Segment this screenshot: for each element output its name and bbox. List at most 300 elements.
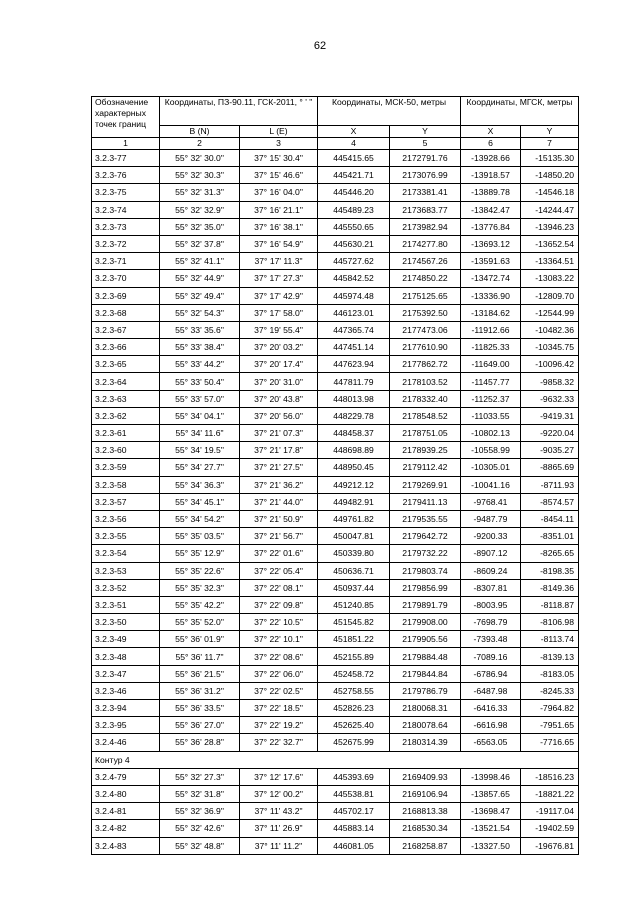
x-msk-cell: 446123.01 bbox=[318, 304, 390, 321]
x-msk-cell: 445489.23 bbox=[318, 201, 390, 218]
longitude-cell: 37° 20' 03.2" bbox=[240, 339, 318, 356]
y-msk-cell: 2168258.87 bbox=[390, 837, 461, 854]
y-mgsk-cell: -19402.59 bbox=[521, 820, 579, 837]
table-row bbox=[92, 785, 579, 802]
point-id: 3.2.4-79 bbox=[92, 768, 160, 785]
y-mgsk-cell: -8118.87 bbox=[521, 596, 579, 613]
point-id: 3.2.4-83 bbox=[92, 837, 160, 854]
latitude-cell: 55° 34' 19.5" bbox=[160, 442, 240, 459]
x-msk-cell: 452675.99 bbox=[318, 734, 390, 751]
y-msk-cell: 2179908.00 bbox=[390, 614, 461, 631]
table-row bbox=[92, 510, 579, 527]
longitude-cell: 37° 12' 00.2" bbox=[240, 785, 318, 802]
latitude-cell: 55° 36' 31.2" bbox=[160, 682, 240, 699]
y-mgsk-cell: -19676.81 bbox=[521, 837, 579, 854]
x-mgsk-cell: -9768.41 bbox=[461, 493, 521, 510]
table-row bbox=[92, 648, 579, 665]
longitude-cell: 37° 20' 17.4" bbox=[240, 356, 318, 373]
y-mgsk-cell: -8139.13 bbox=[521, 648, 579, 665]
y-msk-cell: 2179844.84 bbox=[390, 665, 461, 682]
y-msk-cell: 2174850.22 bbox=[390, 270, 461, 287]
y-mgsk-cell: -10345.75 bbox=[521, 339, 579, 356]
y-msk-cell: 2169106.94 bbox=[390, 785, 461, 802]
header-l: L (E) bbox=[240, 126, 318, 138]
y-msk-cell: 2179112.42 bbox=[390, 459, 461, 476]
x-mgsk-cell: -13998.46 bbox=[461, 768, 521, 785]
longitude-cell: 37° 20' 56.0" bbox=[240, 407, 318, 424]
x-msk-cell: 445550.65 bbox=[318, 218, 390, 235]
latitude-cell: 55° 33' 57.0" bbox=[160, 390, 240, 407]
x-msk-cell: 445415.65 bbox=[318, 150, 390, 167]
point-id: 3.2.4-46 bbox=[92, 734, 160, 751]
longitude-cell: 37° 15' 30.4" bbox=[240, 150, 318, 167]
x-mgsk-cell: -11252.37 bbox=[461, 390, 521, 407]
y-msk-cell: 2179411.13 bbox=[390, 493, 461, 510]
latitude-cell: 55° 32' 54.3" bbox=[160, 304, 240, 321]
y-mgsk-cell: -8245.33 bbox=[521, 682, 579, 699]
header-x-mgsk: X bbox=[461, 126, 521, 138]
x-msk-cell: 452625.40 bbox=[318, 717, 390, 734]
y-msk-cell: 2178332.40 bbox=[390, 390, 461, 407]
longitude-cell: 37° 21' 36.2" bbox=[240, 476, 318, 493]
point-id: 3.2.3-74 bbox=[92, 201, 160, 218]
x-msk-cell: 451545.82 bbox=[318, 614, 390, 631]
point-id: 3.2.3-68 bbox=[92, 304, 160, 321]
x-msk-cell: 450047.81 bbox=[318, 528, 390, 545]
latitude-cell: 55° 36' 27.0" bbox=[160, 717, 240, 734]
point-id: 3.2.3-59 bbox=[92, 459, 160, 476]
y-mgsk-cell: -7951.65 bbox=[521, 717, 579, 734]
x-mgsk-cell: -6616.98 bbox=[461, 717, 521, 734]
longitude-cell: 37° 22' 09.8" bbox=[240, 596, 318, 613]
longitude-cell: 37° 15' 46.6" bbox=[240, 167, 318, 184]
longitude-cell: 37° 21' 07.3" bbox=[240, 425, 318, 442]
latitude-cell: 55° 32' 42.6" bbox=[160, 820, 240, 837]
latitude-cell: 55° 33' 50.4" bbox=[160, 373, 240, 390]
y-mgsk-cell: -8106.98 bbox=[521, 614, 579, 631]
column-number: 2 bbox=[160, 138, 240, 150]
y-msk-cell: 2177610.90 bbox=[390, 339, 461, 356]
y-msk-cell: 2178103.52 bbox=[390, 373, 461, 390]
x-mgsk-cell: -13336.90 bbox=[461, 287, 521, 304]
coordinates-table bbox=[91, 96, 579, 855]
table-row bbox=[92, 614, 579, 631]
y-msk-cell: 2180078.64 bbox=[390, 717, 461, 734]
table-row bbox=[92, 717, 579, 734]
x-msk-cell: 447451.14 bbox=[318, 339, 390, 356]
table-row bbox=[92, 390, 579, 407]
point-id: 3.2.3-70 bbox=[92, 270, 160, 287]
x-mgsk-cell: -13857.65 bbox=[461, 785, 521, 802]
longitude-cell: 37° 17' 42.9" bbox=[240, 287, 318, 304]
x-msk-cell: 452826.23 bbox=[318, 700, 390, 717]
longitude-cell: 37° 11' 43.2" bbox=[240, 803, 318, 820]
longitude-cell: 37° 20' 43.8" bbox=[240, 390, 318, 407]
x-mgsk-cell: -9487.79 bbox=[461, 510, 521, 527]
x-msk-cell: 452458.72 bbox=[318, 665, 390, 682]
table-row bbox=[92, 304, 579, 321]
y-msk-cell: 2173381.41 bbox=[390, 184, 461, 201]
point-id: 3.2.3-94 bbox=[92, 700, 160, 717]
point-id: 3.2.3-60 bbox=[92, 442, 160, 459]
latitude-cell: 55° 32' 30.0" bbox=[160, 150, 240, 167]
latitude-cell: 55° 36' 01.9" bbox=[160, 631, 240, 648]
point-id: 3.2.3-67 bbox=[92, 321, 160, 338]
y-mgsk-cell: -10482.36 bbox=[521, 321, 579, 338]
x-mgsk-cell: -11457.77 bbox=[461, 373, 521, 390]
latitude-cell: 55° 32' 41.1" bbox=[160, 253, 240, 270]
x-mgsk-cell: -9200.33 bbox=[461, 528, 521, 545]
latitude-cell: 55° 35' 12.9" bbox=[160, 545, 240, 562]
longitude-cell: 37° 17' 11.3" bbox=[240, 253, 318, 270]
header-mgsk-coordinates: Координаты, МГСК, метры bbox=[461, 97, 579, 126]
table-row bbox=[92, 476, 579, 493]
x-msk-cell: 447365.74 bbox=[318, 321, 390, 338]
table-row bbox=[92, 253, 579, 270]
longitude-cell: 37° 22' 08.6" bbox=[240, 648, 318, 665]
point-id: 3.2.3-53 bbox=[92, 562, 160, 579]
y-msk-cell: 2180068.31 bbox=[390, 700, 461, 717]
y-mgsk-cell: -8198.35 bbox=[521, 562, 579, 579]
latitude-cell: 55° 33' 38.4" bbox=[160, 339, 240, 356]
table-row bbox=[92, 425, 579, 442]
y-msk-cell: 2174277.80 bbox=[390, 235, 461, 252]
y-mgsk-cell: -9632.33 bbox=[521, 390, 579, 407]
y-msk-cell: 2180314.39 bbox=[390, 734, 461, 751]
y-mgsk-cell: -8711.93 bbox=[521, 476, 579, 493]
table-row bbox=[92, 235, 579, 252]
table-row bbox=[92, 631, 579, 648]
x-msk-cell: 445842.52 bbox=[318, 270, 390, 287]
point-id: 3.2.3-71 bbox=[92, 253, 160, 270]
point-id: 3.2.3-75 bbox=[92, 184, 160, 201]
table-row bbox=[92, 579, 579, 596]
latitude-cell: 55° 34' 11.6" bbox=[160, 425, 240, 442]
point-id: 3.2.3-52 bbox=[92, 579, 160, 596]
header-b: B (N) bbox=[160, 126, 240, 138]
column-number: 5 bbox=[390, 138, 461, 150]
column-number: 1 bbox=[92, 138, 160, 150]
y-msk-cell: 2178751.05 bbox=[390, 425, 461, 442]
x-msk-cell: 451240.85 bbox=[318, 596, 390, 613]
table-row bbox=[92, 768, 579, 785]
table-row bbox=[92, 442, 579, 459]
x-mgsk-cell: -7698.79 bbox=[461, 614, 521, 631]
y-mgsk-cell: -14546.18 bbox=[521, 184, 579, 201]
y-mgsk-cell: -8113.74 bbox=[521, 631, 579, 648]
point-id: 3.2.3-61 bbox=[92, 425, 160, 442]
x-mgsk-cell: -10802.13 bbox=[461, 425, 521, 442]
longitude-cell: 37° 17' 58.0" bbox=[240, 304, 318, 321]
y-msk-cell: 2179905.56 bbox=[390, 631, 461, 648]
longitude-cell: 37° 22' 18.5" bbox=[240, 700, 318, 717]
point-id: 3.2.3-69 bbox=[92, 287, 160, 304]
latitude-cell: 55° 36' 28.8" bbox=[160, 734, 240, 751]
x-msk-cell: 449761.82 bbox=[318, 510, 390, 527]
x-mgsk-cell: -13698.47 bbox=[461, 803, 521, 820]
x-mgsk-cell: -13591.63 bbox=[461, 253, 521, 270]
section-title: Контур 4 bbox=[92, 751, 579, 768]
longitude-cell: 37° 21' 17.8" bbox=[240, 442, 318, 459]
y-mgsk-cell: -8351.01 bbox=[521, 528, 579, 545]
longitude-cell: 37° 22' 02.5" bbox=[240, 682, 318, 699]
latitude-cell: 55° 32' 48.8" bbox=[160, 837, 240, 854]
x-mgsk-cell: -6786.94 bbox=[461, 665, 521, 682]
table-row bbox=[92, 803, 579, 820]
y-mgsk-cell: -9419.31 bbox=[521, 407, 579, 424]
latitude-cell: 55° 35' 03.5" bbox=[160, 528, 240, 545]
point-id: 3.2.3-51 bbox=[92, 596, 160, 613]
longitude-cell: 37° 22' 01.6" bbox=[240, 545, 318, 562]
longitude-cell: 37° 22' 19.2" bbox=[240, 717, 318, 734]
latitude-cell: 55° 36' 33.5" bbox=[160, 700, 240, 717]
x-mgsk-cell: -11649.00 bbox=[461, 356, 521, 373]
x-msk-cell: 447811.79 bbox=[318, 373, 390, 390]
table-row bbox=[92, 184, 579, 201]
table-row bbox=[92, 167, 579, 184]
header-y-mgsk: Y bbox=[521, 126, 579, 138]
y-msk-cell: 2168530.34 bbox=[390, 820, 461, 837]
point-id: 3.2.3-57 bbox=[92, 493, 160, 510]
y-msk-cell: 2172791.76 bbox=[390, 150, 461, 167]
x-msk-cell: 449212.12 bbox=[318, 476, 390, 493]
table-row bbox=[92, 665, 579, 682]
y-mgsk-cell: -18516.23 bbox=[521, 768, 579, 785]
y-msk-cell: 2178939.25 bbox=[390, 442, 461, 459]
latitude-cell: 55° 32' 37.8" bbox=[160, 235, 240, 252]
point-id: 3.2.3-76 bbox=[92, 167, 160, 184]
x-msk-cell: 445974.48 bbox=[318, 287, 390, 304]
x-mgsk-cell: -11912.66 bbox=[461, 321, 521, 338]
latitude-cell: 55° 35' 52.0" bbox=[160, 614, 240, 631]
point-id: 3.2.3-64 bbox=[92, 373, 160, 390]
table-row bbox=[92, 407, 579, 424]
x-mgsk-cell: -8003.95 bbox=[461, 596, 521, 613]
y-mgsk-cell: -8149.36 bbox=[521, 579, 579, 596]
y-mgsk-cell: -18821.22 bbox=[521, 785, 579, 802]
x-mgsk-cell: -13776.84 bbox=[461, 218, 521, 235]
point-id: 3.2.3-63 bbox=[92, 390, 160, 407]
y-mgsk-cell: -8574.57 bbox=[521, 493, 579, 510]
longitude-cell: 37° 12' 17.6" bbox=[240, 768, 318, 785]
x-msk-cell: 452155.89 bbox=[318, 648, 390, 665]
y-mgsk-cell: -14850.20 bbox=[521, 167, 579, 184]
x-mgsk-cell: -13184.62 bbox=[461, 304, 521, 321]
point-id: 3.2.3-50 bbox=[92, 614, 160, 631]
longitude-cell: 37° 22' 08.1" bbox=[240, 579, 318, 596]
x-mgsk-cell: -7393.48 bbox=[461, 631, 521, 648]
longitude-cell: 37° 22' 32.7" bbox=[240, 734, 318, 751]
x-msk-cell: 450339.80 bbox=[318, 545, 390, 562]
latitude-cell: 55° 34' 45.1" bbox=[160, 493, 240, 510]
latitude-cell: 55° 36' 11.7" bbox=[160, 648, 240, 665]
y-mgsk-cell: -14244.47 bbox=[521, 201, 579, 218]
latitude-cell: 55° 32' 31.3" bbox=[160, 184, 240, 201]
point-id: 3.2.3-62 bbox=[92, 407, 160, 424]
x-msk-cell: 445446.20 bbox=[318, 184, 390, 201]
x-mgsk-cell: -11033.55 bbox=[461, 407, 521, 424]
x-mgsk-cell: -13889.78 bbox=[461, 184, 521, 201]
y-mgsk-cell: -10096.42 bbox=[521, 356, 579, 373]
point-id: 3.2.3-55 bbox=[92, 528, 160, 545]
x-mgsk-cell: -13327.50 bbox=[461, 837, 521, 854]
table-row bbox=[92, 682, 579, 699]
y-mgsk-cell: -9220.04 bbox=[521, 425, 579, 442]
table-row bbox=[92, 837, 579, 854]
x-mgsk-cell: -8609.24 bbox=[461, 562, 521, 579]
longitude-cell: 37° 11' 26.9" bbox=[240, 820, 318, 837]
table-row bbox=[92, 493, 579, 510]
longitude-cell: 37° 22' 10.5" bbox=[240, 614, 318, 631]
y-msk-cell: 2173076.99 bbox=[390, 167, 461, 184]
x-mgsk-cell: -6487.98 bbox=[461, 682, 521, 699]
latitude-cell: 55° 32' 35.0" bbox=[160, 218, 240, 235]
y-msk-cell: 2175392.50 bbox=[390, 304, 461, 321]
table-row bbox=[92, 545, 579, 562]
point-id: 3.2.3-46 bbox=[92, 682, 160, 699]
y-mgsk-cell: -15135.30 bbox=[521, 150, 579, 167]
column-number: 6 bbox=[461, 138, 521, 150]
x-msk-cell: 449482.91 bbox=[318, 493, 390, 510]
latitude-cell: 55° 32' 27.3" bbox=[160, 768, 240, 785]
y-mgsk-cell: -8454.11 bbox=[521, 510, 579, 527]
y-mgsk-cell: -12809.70 bbox=[521, 287, 579, 304]
longitude-cell: 37° 16' 54.9" bbox=[240, 235, 318, 252]
x-msk-cell: 445421.71 bbox=[318, 167, 390, 184]
latitude-cell: 55° 32' 31.8" bbox=[160, 785, 240, 802]
y-msk-cell: 2177862.72 bbox=[390, 356, 461, 373]
table-row bbox=[92, 700, 579, 717]
point-id: 3.2.3-77 bbox=[92, 150, 160, 167]
point-id: 3.2.3-54 bbox=[92, 545, 160, 562]
y-msk-cell: 2179269.91 bbox=[390, 476, 461, 493]
table-row bbox=[92, 321, 579, 338]
table-row bbox=[92, 218, 579, 235]
y-msk-cell: 2179535.55 bbox=[390, 510, 461, 527]
latitude-cell: 55° 33' 35.6" bbox=[160, 321, 240, 338]
x-mgsk-cell: -10305.01 bbox=[461, 459, 521, 476]
x-msk-cell: 445702.17 bbox=[318, 803, 390, 820]
point-id: 3.2.3-56 bbox=[92, 510, 160, 527]
point-id: 3.2.3-48 bbox=[92, 648, 160, 665]
y-msk-cell: 2179856.99 bbox=[390, 579, 461, 596]
point-id: 3.2.3-58 bbox=[92, 476, 160, 493]
point-id: 3.2.3-47 bbox=[92, 665, 160, 682]
table-row bbox=[92, 734, 579, 751]
latitude-cell: 55° 35' 22.6" bbox=[160, 562, 240, 579]
point-id: 3.2.3-65 bbox=[92, 356, 160, 373]
header-x-msk: X bbox=[318, 126, 390, 138]
x-msk-cell: 445393.69 bbox=[318, 768, 390, 785]
x-mgsk-cell: -6563.05 bbox=[461, 734, 521, 751]
table-row bbox=[92, 356, 579, 373]
latitude-cell: 55° 35' 32.3" bbox=[160, 579, 240, 596]
longitude-cell: 37° 19' 55.4" bbox=[240, 321, 318, 338]
y-mgsk-cell: -13946.23 bbox=[521, 218, 579, 235]
point-id: 3.2.3-73 bbox=[92, 218, 160, 235]
latitude-cell: 55° 34' 04.1" bbox=[160, 407, 240, 424]
table-row bbox=[92, 339, 579, 356]
latitude-cell: 55° 35' 42.2" bbox=[160, 596, 240, 613]
point-id: 3.2.4-80 bbox=[92, 785, 160, 802]
table-row bbox=[92, 373, 579, 390]
longitude-cell: 37° 22' 06.0" bbox=[240, 665, 318, 682]
page-number: 62 bbox=[313, 40, 327, 52]
table-row bbox=[92, 528, 579, 545]
x-mgsk-cell: -13693.12 bbox=[461, 235, 521, 252]
y-mgsk-cell: -7964.82 bbox=[521, 700, 579, 717]
x-msk-cell: 448013.98 bbox=[318, 390, 390, 407]
y-msk-cell: 2179891.79 bbox=[390, 596, 461, 613]
table-row bbox=[92, 596, 579, 613]
latitude-cell: 55° 32' 44.9" bbox=[160, 270, 240, 287]
x-mgsk-cell: -7089.16 bbox=[461, 648, 521, 665]
section-row bbox=[92, 751, 579, 768]
y-mgsk-cell: -13652.54 bbox=[521, 235, 579, 252]
longitude-cell: 37° 16' 04.0" bbox=[240, 184, 318, 201]
x-mgsk-cell: -10041.16 bbox=[461, 476, 521, 493]
latitude-cell: 55° 32' 36.9" bbox=[160, 803, 240, 820]
x-msk-cell: 448950.45 bbox=[318, 459, 390, 476]
x-msk-cell: 445630.21 bbox=[318, 235, 390, 252]
x-mgsk-cell: -13842.47 bbox=[461, 201, 521, 218]
y-msk-cell: 2179884.48 bbox=[390, 648, 461, 665]
latitude-cell: 55° 34' 27.7" bbox=[160, 459, 240, 476]
x-mgsk-cell: -13918.57 bbox=[461, 167, 521, 184]
longitude-cell: 37° 21' 50.9" bbox=[240, 510, 318, 527]
y-mgsk-cell: -12544.99 bbox=[521, 304, 579, 321]
y-msk-cell: 2178548.52 bbox=[390, 407, 461, 424]
x-msk-cell: 450636.71 bbox=[318, 562, 390, 579]
x-mgsk-cell: -6416.33 bbox=[461, 700, 521, 717]
latitude-cell: 55° 32' 30.3" bbox=[160, 167, 240, 184]
latitude-cell: 55° 34' 36.3" bbox=[160, 476, 240, 493]
latitude-cell: 55° 32' 49.4" bbox=[160, 287, 240, 304]
y-mgsk-cell: -13364.51 bbox=[521, 253, 579, 270]
x-msk-cell: 448698.89 bbox=[318, 442, 390, 459]
longitude-cell: 37° 20' 31.0" bbox=[240, 373, 318, 390]
point-id: 3.2.3-66 bbox=[92, 339, 160, 356]
y-mgsk-cell: -8265.65 bbox=[521, 545, 579, 562]
y-msk-cell: 2179803.74 bbox=[390, 562, 461, 579]
y-mgsk-cell: -8183.05 bbox=[521, 665, 579, 682]
header-points: Обозначение характерных точек границ bbox=[92, 97, 160, 138]
table-row bbox=[92, 150, 579, 167]
y-msk-cell: 2173683.77 bbox=[390, 201, 461, 218]
latitude-cell: 55° 32' 32.9" bbox=[160, 201, 240, 218]
longitude-cell: 37° 21' 27.5" bbox=[240, 459, 318, 476]
header-y-msk: Y bbox=[390, 126, 461, 138]
y-msk-cell: 2179642.72 bbox=[390, 528, 461, 545]
longitude-cell: 37° 22' 10.1" bbox=[240, 631, 318, 648]
point-id: 3.2.3-72 bbox=[92, 235, 160, 252]
x-mgsk-cell: -13521.54 bbox=[461, 820, 521, 837]
column-number: 4 bbox=[318, 138, 390, 150]
longitude-cell: 37° 21' 56.7" bbox=[240, 528, 318, 545]
y-mgsk-cell: -7716.65 bbox=[521, 734, 579, 751]
table-row bbox=[92, 459, 579, 476]
table-row bbox=[92, 820, 579, 837]
x-msk-cell: 448229.78 bbox=[318, 407, 390, 424]
x-msk-cell: 445883.14 bbox=[318, 820, 390, 837]
latitude-cell: 55° 33' 44.2" bbox=[160, 356, 240, 373]
x-msk-cell: 452758.55 bbox=[318, 682, 390, 699]
y-msk-cell: 2179786.79 bbox=[390, 682, 461, 699]
point-id: 3.2.3-95 bbox=[92, 717, 160, 734]
x-msk-cell: 445727.62 bbox=[318, 253, 390, 270]
column-number: 7 bbox=[521, 138, 579, 150]
header-msk50-coordinates: Координаты, МСК-50, метры bbox=[318, 97, 461, 126]
